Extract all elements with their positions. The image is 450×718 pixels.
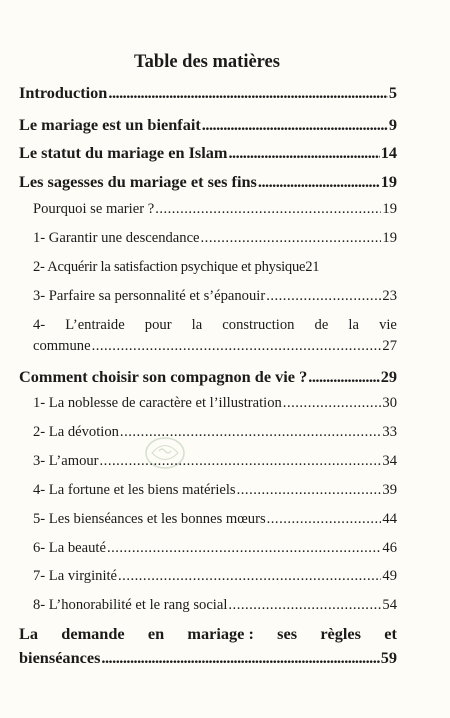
toc-entry-label-line2 <box>19 648 397 668</box>
toc-entry <box>19 367 397 387</box>
dot-leader <box>108 83 387 103</box>
toc-entry-page: 21 <box>305 259 320 275</box>
toc-entry-page: 27 <box>382 338 397 354</box>
toc-entry-page: 19 <box>382 230 397 246</box>
toc-entry <box>19 115 397 135</box>
label-word: mariage : <box>187 624 254 643</box>
dot-leader <box>155 201 381 218</box>
toc-entry-label: 4- La fortune et les biens matériels <box>33 482 236 498</box>
toc-entry-page: 33 <box>382 424 397 440</box>
toc-entry-page: 46 <box>382 540 397 556</box>
toc-entry <box>33 395 397 412</box>
toc-entry-label: 3- L’amour <box>33 453 99 469</box>
toc-entry-label: 2- Acquérir la satisfaction psychique et physique <box>33 259 306 275</box>
dot-leader <box>100 453 382 470</box>
label-word: vie <box>379 317 397 333</box>
label-word: demande <box>61 624 125 643</box>
toc-entry-page: 5 <box>388 83 397 102</box>
toc-entry-label: Le mariage est un bienfait <box>19 115 201 134</box>
toc-entry <box>33 482 397 499</box>
toc-entry-page: 14 <box>380 143 397 162</box>
toc-entry-label: 2- La dévotion <box>33 424 119 440</box>
toc-entry-label: 5- Les bienséances et les bonnes mœurs <box>33 511 266 527</box>
dot-leader <box>283 395 382 412</box>
toc-entry <box>19 143 397 163</box>
dot-leader <box>228 143 379 163</box>
label-word: L’entraide <box>65 317 125 333</box>
label-word: en <box>147 624 165 643</box>
toc-entry-label-line1 <box>33 317 397 334</box>
label-word: construction <box>222 317 295 333</box>
toc-entry-page: 59 <box>380 648 397 667</box>
toc-entry <box>33 568 397 585</box>
toc-entry-label: 3- Parfaire sa personnalité et s’épanouir <box>33 288 266 304</box>
toc-entry <box>33 201 397 218</box>
toc-entry <box>33 424 397 441</box>
toc-entry-label: Comment choisir son compagnon de vie ? <box>19 367 308 386</box>
toc-entry <box>33 288 397 305</box>
label-word: règles <box>320 624 361 643</box>
label-word: 4- <box>33 317 46 333</box>
dot-leader <box>92 338 382 355</box>
dot-leader <box>267 511 382 528</box>
toc-entry-label: commune <box>33 338 91 354</box>
toc-entry-page: 9 <box>388 115 397 134</box>
toc-entry <box>33 317 397 355</box>
toc-entry-page: 54 <box>382 597 397 613</box>
toc-entry-label-line2 <box>33 338 397 355</box>
toc-entry-label: 6- La beauté <box>33 540 106 556</box>
toc-entry-page: 19 <box>380 172 397 191</box>
label-word: la <box>348 317 359 333</box>
dot-leader <box>202 115 388 135</box>
dot-leader <box>107 540 381 557</box>
toc-entry-page: 44 <box>382 511 397 527</box>
publisher-watermark-logo <box>143 434 187 472</box>
label-word: la <box>191 317 203 333</box>
toc-entry-page: 49 <box>382 568 397 584</box>
toc-entry-label: 8- L’honorabilité et le rang social <box>33 597 228 613</box>
dot-leader <box>118 568 381 585</box>
toc-entry <box>33 597 397 614</box>
dot-leader <box>308 367 379 387</box>
toc-entry-page: 19 <box>382 201 397 217</box>
toc-entry-page: 34 <box>382 453 397 469</box>
dot-leader <box>201 230 382 247</box>
label-word: de <box>314 317 329 333</box>
toc-entry <box>19 172 397 192</box>
toc-entry-label: Pourquoi se marier ? <box>33 201 155 217</box>
dot-leader <box>266 288 381 305</box>
toc-entry <box>33 230 397 247</box>
toc-entry-page: 23 <box>382 288 397 304</box>
toc-entry <box>19 83 397 103</box>
label-word: et <box>384 624 397 643</box>
label-word: pour <box>144 317 172 333</box>
toc-entry <box>19 624 397 668</box>
toc-entry-label: Introduction <box>19 83 108 102</box>
toc-entry <box>33 540 397 557</box>
toc-entry-label-line1 <box>19 624 397 644</box>
toc-entry-label: 1- Garantir une descendance <box>33 230 200 246</box>
dot-leader <box>101 648 379 668</box>
toc-entry <box>33 259 397 276</box>
toc-entry-page: 29 <box>380 367 397 386</box>
dot-leader <box>258 172 380 192</box>
page-title: Table des matières <box>134 52 280 72</box>
toc-entry-label: Le statut du mariage en Islam <box>19 143 228 162</box>
toc-entry <box>33 453 397 470</box>
toc-entry-page: 39 <box>382 482 397 498</box>
toc-entry-label: bienséances <box>19 648 101 667</box>
toc-entry-label: 7- La virginité <box>33 568 118 584</box>
dot-leader <box>237 482 382 499</box>
toc-entry <box>33 511 397 528</box>
dot-leader <box>228 597 381 614</box>
toc-entry-label: 1- La noblesse de caractère et l’illustration <box>33 395 282 411</box>
toc-entry-label: Les sagesses du mariage et ses fins <box>19 172 257 191</box>
toc-entry-page: 30 <box>382 395 397 411</box>
label-word: La <box>19 624 39 643</box>
label-word: ses <box>277 624 298 643</box>
